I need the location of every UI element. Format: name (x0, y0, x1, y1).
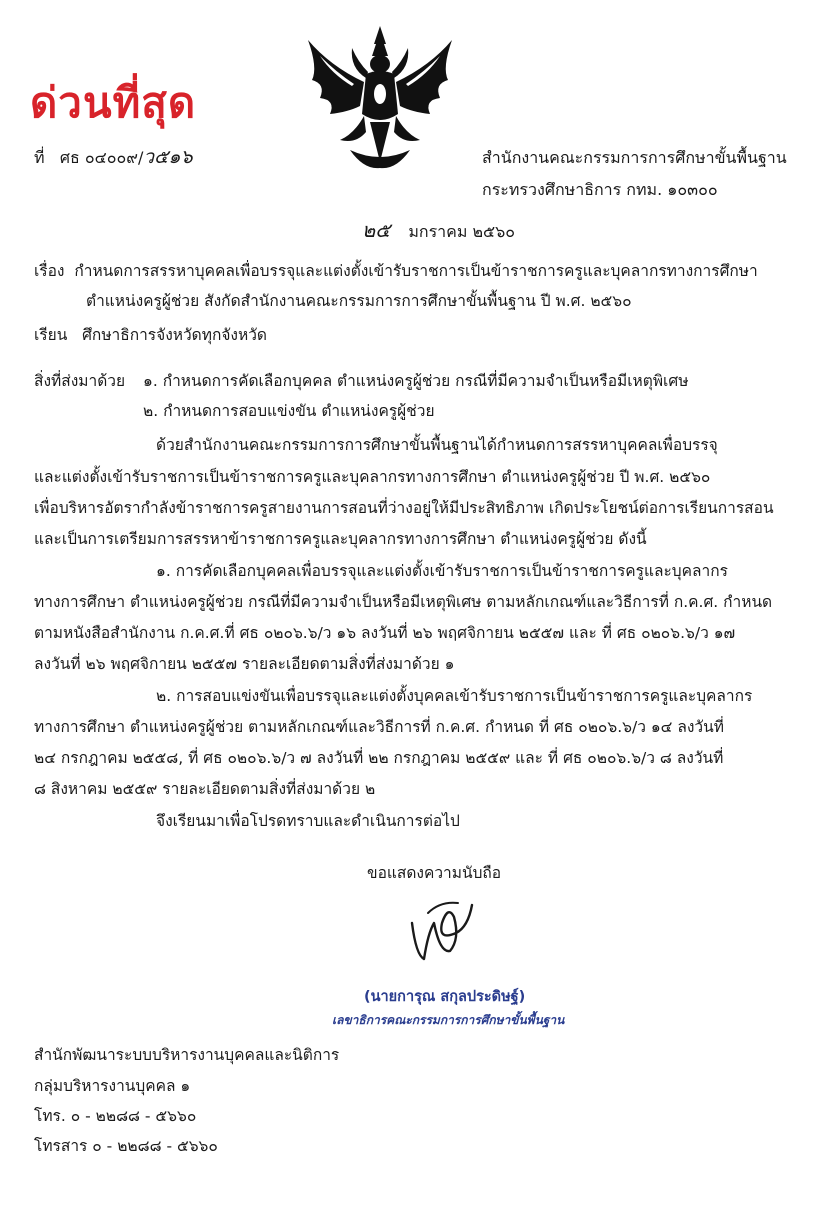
body-p1-line1: ด้วยสำนักงานคณะกรรมการการศึกษาขั้นพื้นฐานได้กำหนดการสรรหาบุคคลเพื่อบรรจุ (156, 436, 718, 454)
document-number-prefix: ศธ ๐๔๐๐๙/ (59, 148, 144, 167)
garuda-emblem (300, 22, 460, 172)
body-p2-line4: ลงวันที่ ๒๖ พฤศจิกายน ๒๕๕๗ รายละเอียดตามสิ่งที่ส่งมาด้วย ๑ (34, 655, 455, 673)
subject-text-1: กำหนดการสรรหาบุคคลเพื่อบรรจุและแต่งตั้งเข้ารับราชการเป็นข้าราชการครูและบุคลากรทางการศึกษา (74, 262, 758, 280)
body-p3-line3: ๒๔ กรกฎาคม ๒๕๕๘, ที่ ศธ ๐๒๐๖.๖/ว ๗ ลงวันที่ ๒๒ กรกฎาคม ๒๕๕๙ และ ที่ ศธ ๐๒๐๖.๖/ว ๘ ลงวันที่ (34, 749, 724, 767)
signer-name: (นายการุณ สกุลประดิษฐ์) (364, 989, 526, 1005)
date-day-handwritten: ๒๕ (362, 218, 391, 242)
document-number (34, 142, 193, 172)
sender-office-line2: กระทรวงศึกษาธิการ กทม. ๑๐๓๐๐ (482, 180, 718, 199)
body-p3-line2: ทางการศึกษา ตำแหน่งครูผู้ช่วย ตามหลักเกณฑ์และวิธีการที่ ก.ค.ศ. กำหนด ที่ ศธ ๐๒๐๖.๖/ว ๑๔ ลงวันที่ (34, 718, 724, 736)
enclosure-item-1: ๑. กำหนดการคัดเลือกบุคคล ตำแหน่งครูผู้ช่วย กรณีที่มีความจำเป็นหรือมีเหตุพิเศษ (143, 372, 689, 390)
urgency-stamp: ด่วนที่สุด (30, 78, 197, 127)
enclosures-label: สิ่งที่ส่งมาด้วย (34, 372, 126, 390)
recipient-text: ศึกษาธิการจังหวัดทุกจังหวัด (82, 326, 267, 344)
recipient-label: เรียน (34, 326, 68, 344)
signature-mark (398, 893, 478, 973)
body-p1-line2: และแต่งตั้งเข้ารับราชการเป็นข้าราชการครูและบุคลากรทางการศึกษา ตำแหน่งครูผู้ช่วย ปี พ.ศ. ๒๕๖๐ (34, 468, 711, 486)
enclosure-item-2: ๒. กำหนดการสอบแข่งขัน ตำแหน่งครูผู้ช่วย (143, 402, 435, 420)
document-number-handwritten: ว๕๑๖ (143, 146, 193, 168)
sender-office-line1: สำนักงานคณะกรรมการการศึกษาขั้นพื้นฐาน (482, 148, 787, 167)
date-month-year: มกราคม ๒๕๖๐ (408, 222, 516, 241)
footer-unit: สำนักพัฒนาระบบบริหารงานบุคคลและนิติการ (34, 1046, 340, 1064)
document-number-label: ที่ (34, 148, 45, 167)
body-p2-line3: ตามหนังสือสำนักงาน ก.ค.ศ.ที่ ศธ ๐๒๐๖.๖/ว ๑๖ ลงวันที่ ๒๖ พฤศจิกายน ๒๕๕๗ และ ที่ ศธ ๐๒๐๖.๖/ว ๑๗ (34, 624, 736, 642)
footer-fax: โทรสาร ๐ - ๒๒๘๘ - ๕๖๖๐ (34, 1137, 218, 1155)
subject-line1 (34, 258, 758, 283)
footer-phone: โทร. ๐ - ๒๒๘๘ - ๕๖๖๐ (34, 1107, 197, 1125)
footer-group: กลุ่มบริหารงานบุคคล ๑ (34, 1077, 191, 1095)
subject-line2: ตำแหน่งครูผู้ช่วย สังกัดสำนักงานคณะกรรมการการศึกษาขั้นพื้นฐาน ปี พ.ศ. ๒๕๖๐ (86, 292, 632, 310)
subject-label: เรื่อง (34, 262, 65, 280)
body-p3-line4: ๘ สิงหาคม ๒๕๕๙ รายละเอียดตามสิ่งที่ส่งมาด้วย ๒ (34, 780, 376, 798)
closing-salutation: ขอแสดงความนับถือ (367, 864, 502, 882)
letter-date (362, 214, 515, 246)
body-p2-line2: ทางการศึกษา ตำแหน่งครูผู้ช่วย กรณีที่มีความจำเป็นหรือมีเหตุพิเศษ ตามหลักเกณฑ์และวิธีการที่ ก.ค.ศ. กำหนด (34, 593, 773, 611)
body-p2-line1: ๑. การคัดเลือกบุคคลเพื่อบรรจุและแต่งตั้งเข้ารับราชการเป็นข้าราชการครูและบุคลากร (156, 562, 728, 580)
signer-title: เลขาธิการคณะกรรมการการศึกษาขั้นพื้นฐาน (332, 1013, 565, 1027)
body-p3-line1: ๒. การสอบแข่งขันเพื่อบรรจุและแต่งตั้งบุคคลเข้ารับราชการเป็นข้าราชการครูและบุคลากร (156, 687, 753, 705)
recipient (34, 322, 267, 347)
body-p4: จึงเรียนมาเพื่อโปรดทราบและดำเนินการต่อไป (156, 812, 460, 830)
body-p1-line3: เพื่อบริหารอัตรากำลังข้าราชการครูสายงานการสอนที่ว่างอยู่ให้มีประสิทธิภาพ เกิดประโยชน์ต่อการเรียนการสอน (34, 499, 774, 517)
body-p1-line4: และเป็นการเตรียมการสรรหาข้าราชการครูและบุคลากรทางการศึกษา ตำแหน่งครูผู้ช่วย ดังนี้ (34, 530, 647, 548)
